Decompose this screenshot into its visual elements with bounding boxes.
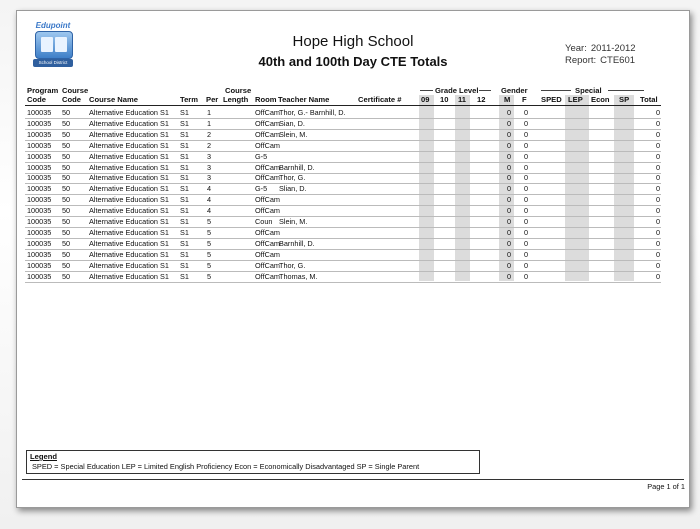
cell-per: 5: [207, 249, 212, 259]
cell-term: S1: [180, 162, 189, 172]
cell-course-name: Alternative Education S1: [89, 108, 169, 117]
header-gender-m: M: [504, 95, 511, 104]
cell-course-code: 50: [62, 195, 71, 205]
cell-gender-f: 0: [523, 162, 528, 172]
cell-per: 5: [207, 217, 212, 226]
cell-program-code: 100035: [27, 227, 52, 237]
cell-teacher: Thor, G.: [279, 260, 306, 270]
cell-course-name: Alternative Education S1: [89, 238, 169, 248]
cell-room: G-5: [255, 184, 268, 194]
cell-total: 0: [655, 206, 660, 216]
cell-course-name: Alternative Education S1: [89, 271, 169, 281]
header-sped: SPED: [541, 95, 562, 104]
header-sp: SP: [619, 95, 630, 104]
cell-course-code: 50: [62, 217, 71, 226]
cell-program-code: 100035: [27, 260, 52, 270]
cell-teacher: Thor, G.: [279, 173, 306, 183]
shade-sp: [614, 95, 634, 281]
cell-term: S1: [180, 206, 189, 216]
cell-term: S1: [180, 227, 189, 237]
logo-subtitle: School District: [33, 59, 73, 67]
cell-total: 0: [655, 173, 660, 183]
cell-gender-m: 0: [506, 140, 511, 150]
cell-course-code: 50: [62, 249, 71, 259]
special-dash-left: [541, 90, 571, 91]
cell-gender-m: 0: [506, 108, 511, 117]
cell-total: 0: [655, 108, 660, 117]
report-title: 40th and 100th Day CTE Totals: [258, 54, 448, 69]
cell-course-code: 50: [62, 206, 71, 216]
cell-gender-f: 0: [523, 227, 528, 237]
cell-course-code: 50: [62, 227, 71, 237]
cell-program-code: 100035: [27, 206, 52, 216]
cell-gender-f: 0: [523, 129, 528, 139]
cell-gender-m: 0: [506, 217, 511, 226]
cell-program-code: 100035: [27, 249, 52, 259]
cell-total: 0: [655, 151, 660, 161]
cell-course-name: Alternative Education S1: [89, 184, 169, 194]
cell-room: OffCam: [255, 271, 281, 281]
cell-per: 5: [207, 260, 212, 270]
header-grade-10: 10: [440, 95, 449, 104]
cell-total: 0: [655, 238, 660, 248]
cell-room: OffCam: [255, 162, 281, 172]
cell-course-code: 50: [62, 162, 71, 172]
cell-term: S1: [180, 140, 189, 150]
cell-gender-m: 0: [506, 260, 511, 270]
header-certificate: Certificate #: [358, 95, 402, 104]
cell-term: S1: [180, 249, 189, 259]
header-rule: [25, 105, 661, 106]
cell-course-name: Alternative Education S1: [89, 227, 169, 237]
report-value: CTE601: [600, 55, 636, 66]
special-dash-right: [608, 90, 644, 91]
cell-total: 0: [655, 118, 660, 128]
cell-gender-f: 0: [523, 217, 528, 226]
cell-total: 0: [655, 227, 660, 237]
header-special: Special: [575, 86, 602, 95]
cell-gender-m: 0: [506, 173, 511, 183]
header-grade-11: 11: [458, 95, 467, 104]
cell-gender-f: 0: [523, 140, 528, 150]
cell-total: 0: [655, 129, 660, 139]
cell-gender-f: 0: [523, 195, 528, 205]
cell-total: 0: [655, 140, 660, 150]
cell-course-code: 50: [62, 184, 71, 194]
cell-term: S1: [180, 173, 189, 183]
cell-gender-f: 0: [523, 271, 528, 281]
cell-per: 3: [207, 173, 212, 183]
cell-per: 5: [207, 271, 212, 281]
cell-per: 5: [207, 227, 212, 237]
cell-room: OffCam: [255, 238, 281, 248]
cell-program-code: 100035: [27, 129, 52, 139]
cell-total: 0: [655, 217, 660, 226]
cell-course-name: Alternative Education S1: [89, 206, 169, 216]
cell-per: 4: [207, 184, 212, 194]
cell-term: S1: [180, 217, 189, 226]
cell-total: 0: [655, 249, 660, 259]
header-course-length-1: Course: [225, 86, 252, 95]
cell-gender-f: 0: [523, 206, 528, 216]
school-name: Hope High School: [292, 33, 414, 50]
cell-room: OffCam: [255, 173, 281, 183]
cell-gender-m: 0: [506, 129, 511, 139]
cell-total: 0: [655, 184, 660, 194]
cell-course-name: Alternative Education S1: [89, 140, 169, 150]
grade-dash-right: [479, 90, 491, 91]
cell-term: S1: [180, 118, 189, 128]
shade-lep: [565, 95, 589, 281]
cell-teacher: Slian, D.: [279, 184, 307, 194]
cell-room: Coun: [255, 217, 273, 226]
cell-teacher: Slein, M.: [279, 217, 308, 226]
cell-course-code: 50: [62, 108, 71, 117]
cell-teacher: Thomas, M.: [279, 271, 318, 281]
legend-title: Legend: [30, 452, 58, 461]
shade-grade-11: [455, 95, 470, 281]
cell-gender-m: 0: [506, 227, 511, 237]
cell-room: OffCam: [255, 140, 281, 150]
header-total: Total: [640, 95, 658, 104]
page-number: Page 1 of 1: [647, 482, 685, 491]
cell-gender-f: 0: [523, 108, 528, 117]
cell-per: 1: [207, 108, 212, 117]
cell-program-code: 100035: [27, 162, 52, 172]
cell-total: 0: [655, 271, 660, 281]
header-grade-09: 09: [421, 95, 430, 104]
cell-gender-m: 0: [506, 206, 511, 216]
cell-gender-m: 0: [506, 249, 511, 259]
header-per: Per: [206, 95, 219, 104]
cell-teacher: Slein, M.: [279, 129, 308, 139]
report-label: Report:: [565, 55, 597, 66]
cell-teacher: Thor, G.- Barnhill, D.: [279, 108, 346, 117]
cell-course-name: Alternative Education S1: [89, 151, 169, 161]
cell-total: 0: [655, 195, 660, 205]
cell-total: 0: [655, 162, 660, 172]
cell-program-code: 100035: [27, 118, 52, 128]
cell-term: S1: [180, 271, 189, 281]
header-course-name: Course Name: [89, 95, 138, 104]
cell-course-code: 50: [62, 129, 71, 139]
grade-dash-left: [420, 90, 433, 91]
cell-gender-f: 0: [523, 173, 528, 183]
cell-course-code: 50: [62, 118, 71, 128]
cell-course-code: 50: [62, 238, 71, 248]
cell-teacher: Barnhill, D.: [279, 162, 315, 172]
cell-gender-m: 0: [506, 151, 511, 161]
cell-course-code: 50: [62, 140, 71, 150]
cell-course-code: 50: [62, 271, 71, 281]
header-program-code: Code: [27, 95, 46, 104]
cell-gender-f: 0: [523, 260, 528, 270]
cell-per: 2: [207, 140, 212, 150]
cell-gender-m: 0: [506, 118, 511, 128]
cell-room: OffCam: [255, 118, 281, 128]
header-course: Course: [62, 86, 89, 95]
cell-program-code: 100035: [27, 108, 52, 117]
cell-room: OffCam: [255, 129, 281, 139]
cell-gender-m: 0: [506, 184, 511, 194]
logo-title: Edupoint: [35, 21, 71, 30]
cell-teacher: Sian, D.: [279, 118, 305, 128]
cell-room: OffCam: [255, 227, 281, 237]
header-lep: LEP: [568, 95, 583, 104]
cell-gender-f: 0: [523, 184, 528, 194]
header-room: Room: [255, 95, 277, 104]
cell-program-code: 100035: [27, 151, 52, 161]
cell-gender-f: 0: [523, 118, 528, 128]
cell-gender-f: 0: [523, 238, 528, 248]
cell-per: 2: [207, 129, 212, 139]
cell-gender-m: 0: [506, 162, 511, 172]
cell-term: S1: [180, 108, 189, 117]
report-meta: [565, 43, 636, 67]
shade-grade-09: [419, 95, 434, 281]
cell-gender-m: 0: [506, 238, 511, 248]
cell-course-name: Alternative Education S1: [89, 129, 169, 139]
legend-box: [26, 450, 480, 474]
header-gender-f: F: [522, 95, 527, 104]
cell-course-name: Alternative Education S1: [89, 118, 169, 128]
cell-total: 0: [655, 260, 660, 270]
cell-program-code: 100035: [27, 217, 52, 226]
cell-course-name: Alternative Education S1: [89, 260, 169, 270]
cell-course-code: 50: [62, 173, 71, 183]
cell-course-code: 50: [62, 151, 71, 161]
cell-room: OffCam: [255, 206, 281, 216]
cell-room: OffCam: [255, 249, 281, 259]
header-grade-level: Grade Level: [435, 86, 479, 95]
cell-gender-f: 0: [523, 249, 528, 259]
cell-term: S1: [180, 260, 189, 270]
year-label: Year:: [565, 43, 587, 54]
cell-gender-m: 0: [506, 271, 511, 281]
cell-course-name: Alternative Education S1: [89, 195, 169, 205]
header-econ: Econ: [591, 95, 610, 104]
cell-term: S1: [180, 184, 189, 194]
cell-room: OffCam: [255, 108, 281, 117]
cell-program-code: 100035: [27, 184, 52, 194]
cell-program-code: 100035: [27, 238, 52, 248]
cell-per: 1: [207, 118, 212, 128]
header-term: Term: [180, 95, 199, 104]
cell-course-name: Alternative Education S1: [89, 249, 169, 259]
cell-per: 3: [207, 162, 212, 172]
cell-program-code: 100035: [27, 173, 52, 183]
cell-course-name: Alternative Education S1: [89, 162, 169, 172]
header-course-length-2: Length: [223, 95, 249, 104]
header-grade-12: 12: [477, 95, 486, 104]
year-value: 2011-2012: [590, 43, 636, 54]
header-course-code: Code: [62, 95, 81, 104]
header-program: Program: [27, 86, 59, 95]
cell-course-name: Alternative Education S1: [89, 173, 169, 183]
cell-per: 4: [207, 206, 212, 216]
row-divider: [25, 282, 661, 283]
footer-rule: [22, 479, 684, 480]
cell-room: OffCam: [255, 195, 281, 205]
report-page: [16, 10, 690, 508]
cell-program-code: 100035: [27, 195, 52, 205]
cell-program-code: 100035: [27, 140, 52, 150]
cell-room: OffCam: [255, 260, 281, 270]
cell-gender-f: 0: [523, 151, 528, 161]
cell-gender-m: 0: [506, 195, 511, 205]
cell-course-code: 50: [62, 260, 71, 270]
cell-room: G-5: [255, 151, 268, 161]
legend-text: SPED = Special Education LEP = Limited English Proficiency Econ = Economically Disadvantaged SP = Single Parent: [32, 462, 420, 471]
cell-per: 3: [207, 151, 212, 161]
cell-term: S1: [180, 151, 189, 161]
header-gender: Gender: [501, 86, 528, 95]
cell-term: S1: [180, 195, 189, 205]
cell-course-name: Alternative Education S1: [89, 217, 169, 226]
cell-per: 5: [207, 238, 212, 248]
header-teacher-name: Teacher Name: [278, 95, 330, 104]
cell-per: 4: [207, 195, 212, 205]
cell-term: S1: [180, 129, 189, 139]
cell-program-code: 100035: [27, 271, 52, 281]
cell-teacher: Barnhill, D.: [279, 238, 315, 248]
cell-term: S1: [180, 238, 189, 248]
